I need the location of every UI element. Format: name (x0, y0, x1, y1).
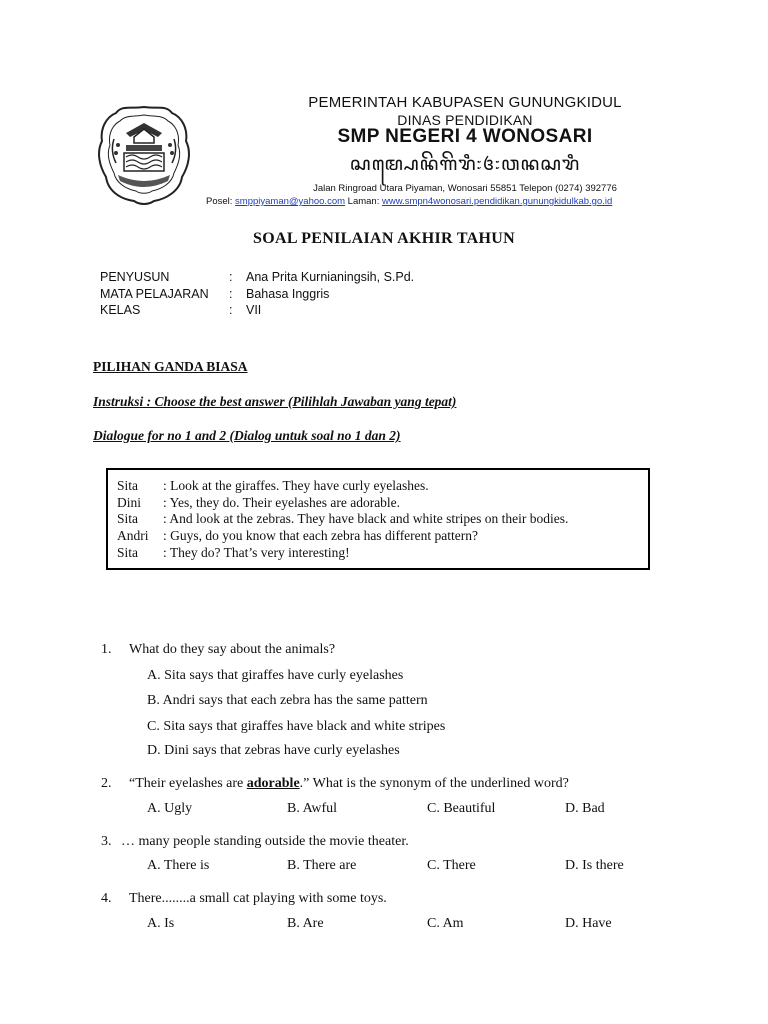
letterhead-school-name: SMP NEGERI 4 WONOSARI (337, 126, 593, 147)
info-key-author: PENYUSUN (100, 270, 170, 284)
question-number: 4. (101, 891, 112, 906)
info-value-subject: Bahasa Inggris (246, 287, 330, 301)
dialogue-line: : They do? That’s very interesting! (163, 545, 350, 560)
dialogue-line: : And look at the zebras. They have black and white stripes on their bodies. (163, 511, 569, 526)
answer-option: C. Sita says that giraffes have black and white stripes (147, 719, 446, 734)
answer-option: B. There are (287, 858, 357, 873)
dialogue-line: : Yes, they do. Their eyelashes are adorable. (163, 495, 401, 510)
answer-option: B. Andri says that each zebra has the same pattern (147, 693, 428, 708)
question-text: What do they say about the animals? (129, 642, 336, 657)
question-number: 1. (101, 642, 112, 657)
letterhead-address: Jalan Ringroad Utara Piyaman, Wonosari 55851 Telepon (0274) 392776 (313, 183, 617, 194)
answer-option: A. Is (147, 916, 175, 931)
document-title: SOAL PENILAIAN AKHIR TAHUN (253, 230, 515, 247)
question-text-before: “Their eyelashes are (129, 776, 247, 791)
answer-option: B. Are (287, 916, 324, 931)
info-value-author: Ana Prita Kurnianingsih, S.Pd. (246, 270, 415, 284)
letterhead-contact (206, 196, 726, 207)
website-link[interactable]: www.smpn4wonosari.pendidikan.gunungkidulkab.go.id (382, 196, 613, 207)
answer-option: A. There is (147, 858, 210, 873)
question-text-after: .” What is the synonym of the underlined word? (299, 776, 569, 791)
answer-option: A. Sita says that giraffes have curly eyelashes (147, 668, 404, 683)
email-link[interactable]: smppiyaman@yahoo.com (235, 196, 346, 207)
regency-emblem-logo (96, 103, 192, 207)
question-number: 3. (101, 834, 112, 849)
info-colon: : (229, 287, 233, 301)
dialogue-line: : Guys, do you know that each zebra has different pattern? (163, 528, 479, 543)
answer-option: C. Am (427, 916, 464, 931)
answer-option: D. Dini says that zebras have curly eyelashes (147, 743, 400, 758)
info-colon: : (229, 270, 233, 284)
answer-option: B. Awful (287, 801, 338, 816)
dialogue-speaker: Andri (117, 528, 149, 543)
dialogue-speaker: Sita (117, 478, 139, 493)
answer-option: D. Have (565, 916, 612, 931)
answer-option: C. There (427, 858, 476, 873)
answer-option: A. Ugly (147, 801, 193, 816)
question-text: … many people standing outside the movie theater. (121, 834, 409, 849)
info-colon: : (229, 303, 233, 317)
email-label: Posel: (206, 196, 233, 207)
letterhead-javanese-script: ꦱꦩ꧀ꦥꦺꦤꦼꦒꦼꦫꦶ꧇꧔꧇ꦮꦤꦱꦫꦶ (349, 154, 581, 175)
letterhead-government: PEMERINTAH KABUPASEN GUNUNGKIDUL (308, 94, 622, 111)
info-value-class: VII (246, 303, 262, 317)
dialogue-speaker: Sita (117, 545, 139, 560)
letterhead-department: DINAS PENDIDIKAN (397, 112, 533, 128)
dialogue-heading: Dialogue for no 1 and 2 (Dialog untuk soal no 1 dan 2) (93, 428, 401, 443)
dialogue-line: : Look at the giraffes. They have curly eyelashes. (163, 478, 429, 493)
underlined-word: adorable (246, 776, 300, 791)
answer-option: D. Bad (565, 801, 605, 816)
question-text: There........a small cat playing with some toys. (129, 891, 387, 906)
dialogue-speaker: Dini (117, 495, 142, 510)
info-key-class: KELAS (100, 303, 141, 317)
info-key-subject: MATA PELAJARAN (100, 287, 209, 301)
answer-option: C. Beautiful (427, 801, 496, 816)
instruction-heading: Instruksi : Choose the best answer (Pilihlah Jawaban yang tepat) (93, 394, 457, 409)
dialogue-speaker: Sita (117, 511, 139, 526)
question-text (129, 776, 569, 792)
website-label: Laman: (347, 196, 380, 207)
section-heading: PILIHAN GANDA BIASA (93, 359, 248, 374)
question-number: 2. (101, 776, 112, 791)
answer-option: D. Is there (565, 858, 624, 873)
